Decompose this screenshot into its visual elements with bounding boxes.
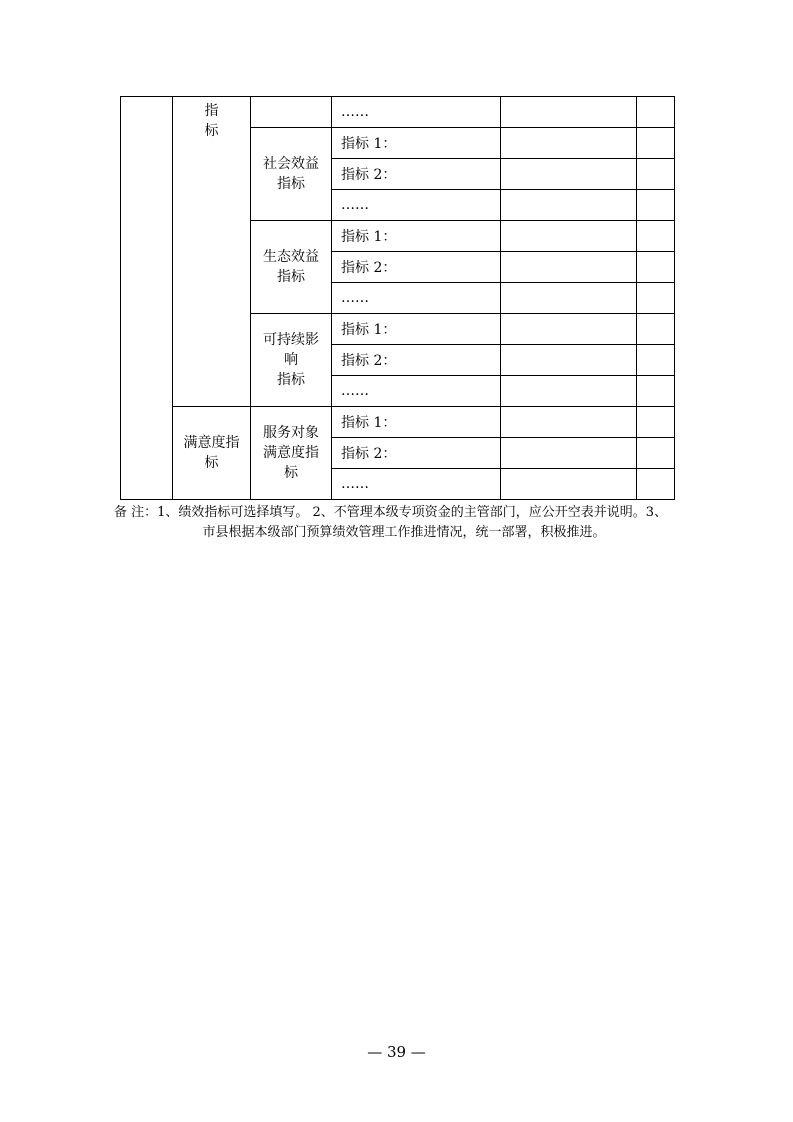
blank-subcategory-cell <box>251 97 332 128</box>
extra-cell <box>637 97 675 128</box>
table-row <box>121 97 675 128</box>
extra-cell <box>637 376 675 407</box>
indicator-cell: 指标 2： <box>332 159 501 190</box>
extra-cell <box>637 314 675 345</box>
indicator-cell: …… <box>332 97 501 128</box>
indicator-cell: 指标 1： <box>332 407 501 438</box>
indicator-cell: …… <box>332 283 501 314</box>
page-number: — 39 — <box>367 1043 426 1061</box>
blank-category-cell <box>121 97 173 500</box>
value-cell <box>501 407 637 438</box>
performance-indicator-table <box>120 96 675 500</box>
value-cell <box>501 190 637 221</box>
table-row <box>121 407 675 438</box>
indicator-cell: 指标 1： <box>332 128 501 159</box>
indicator-cell: …… <box>332 190 501 221</box>
value-cell <box>501 438 637 469</box>
value-cell <box>501 159 637 190</box>
note-line-2: 市县根据本级部门预算绩效管理工作推进情况，统一部署，积极推进。 <box>202 525 606 540</box>
value-cell <box>501 314 637 345</box>
value-cell <box>501 376 637 407</box>
extra-cell <box>637 221 675 252</box>
indicator-category-cell: 指 标 <box>173 97 251 407</box>
value-cell <box>501 283 637 314</box>
value-cell <box>501 345 637 376</box>
sustainability-indicator-label: 可持续影 响 指标 <box>251 314 332 407</box>
extra-cell <box>637 469 675 500</box>
social-benefit-indicator-label: 社会效益 指标 <box>251 128 332 221</box>
indicator-cell: 指标 2： <box>332 252 501 283</box>
value-cell <box>501 97 637 128</box>
extra-cell <box>637 438 675 469</box>
extra-cell <box>637 159 675 190</box>
indicator-cell: 指标 2： <box>332 345 501 376</box>
value-cell <box>501 252 637 283</box>
extra-cell <box>637 128 675 159</box>
indicator-cell: 指标 1： <box>332 221 501 252</box>
indicator-cell: 指标 2： <box>332 438 501 469</box>
service-satisfaction-indicator-label: 服务对象 满意度指 标 <box>251 407 332 500</box>
eco-benefit-indicator-label: 生态效益 指标 <box>251 221 332 314</box>
extra-cell <box>637 252 675 283</box>
value-cell <box>501 221 637 252</box>
note-line-1: 备 注：1、绩效指标可选择填写。 2、不管理本级专项资金的主管部门，应公开空表并说明。3、 <box>114 505 668 520</box>
extra-cell <box>637 190 675 221</box>
value-cell <box>501 128 637 159</box>
indicator-cell: …… <box>332 376 501 407</box>
satisfaction-category-label: 满意度指 标 <box>173 407 251 500</box>
extra-cell <box>637 283 675 314</box>
indicator-cell: 指标 1： <box>332 314 501 345</box>
table-note <box>114 503 694 543</box>
extra-cell <box>637 345 675 376</box>
indicator-cell: …… <box>332 469 501 500</box>
extra-cell <box>637 407 675 438</box>
value-cell <box>501 469 637 500</box>
